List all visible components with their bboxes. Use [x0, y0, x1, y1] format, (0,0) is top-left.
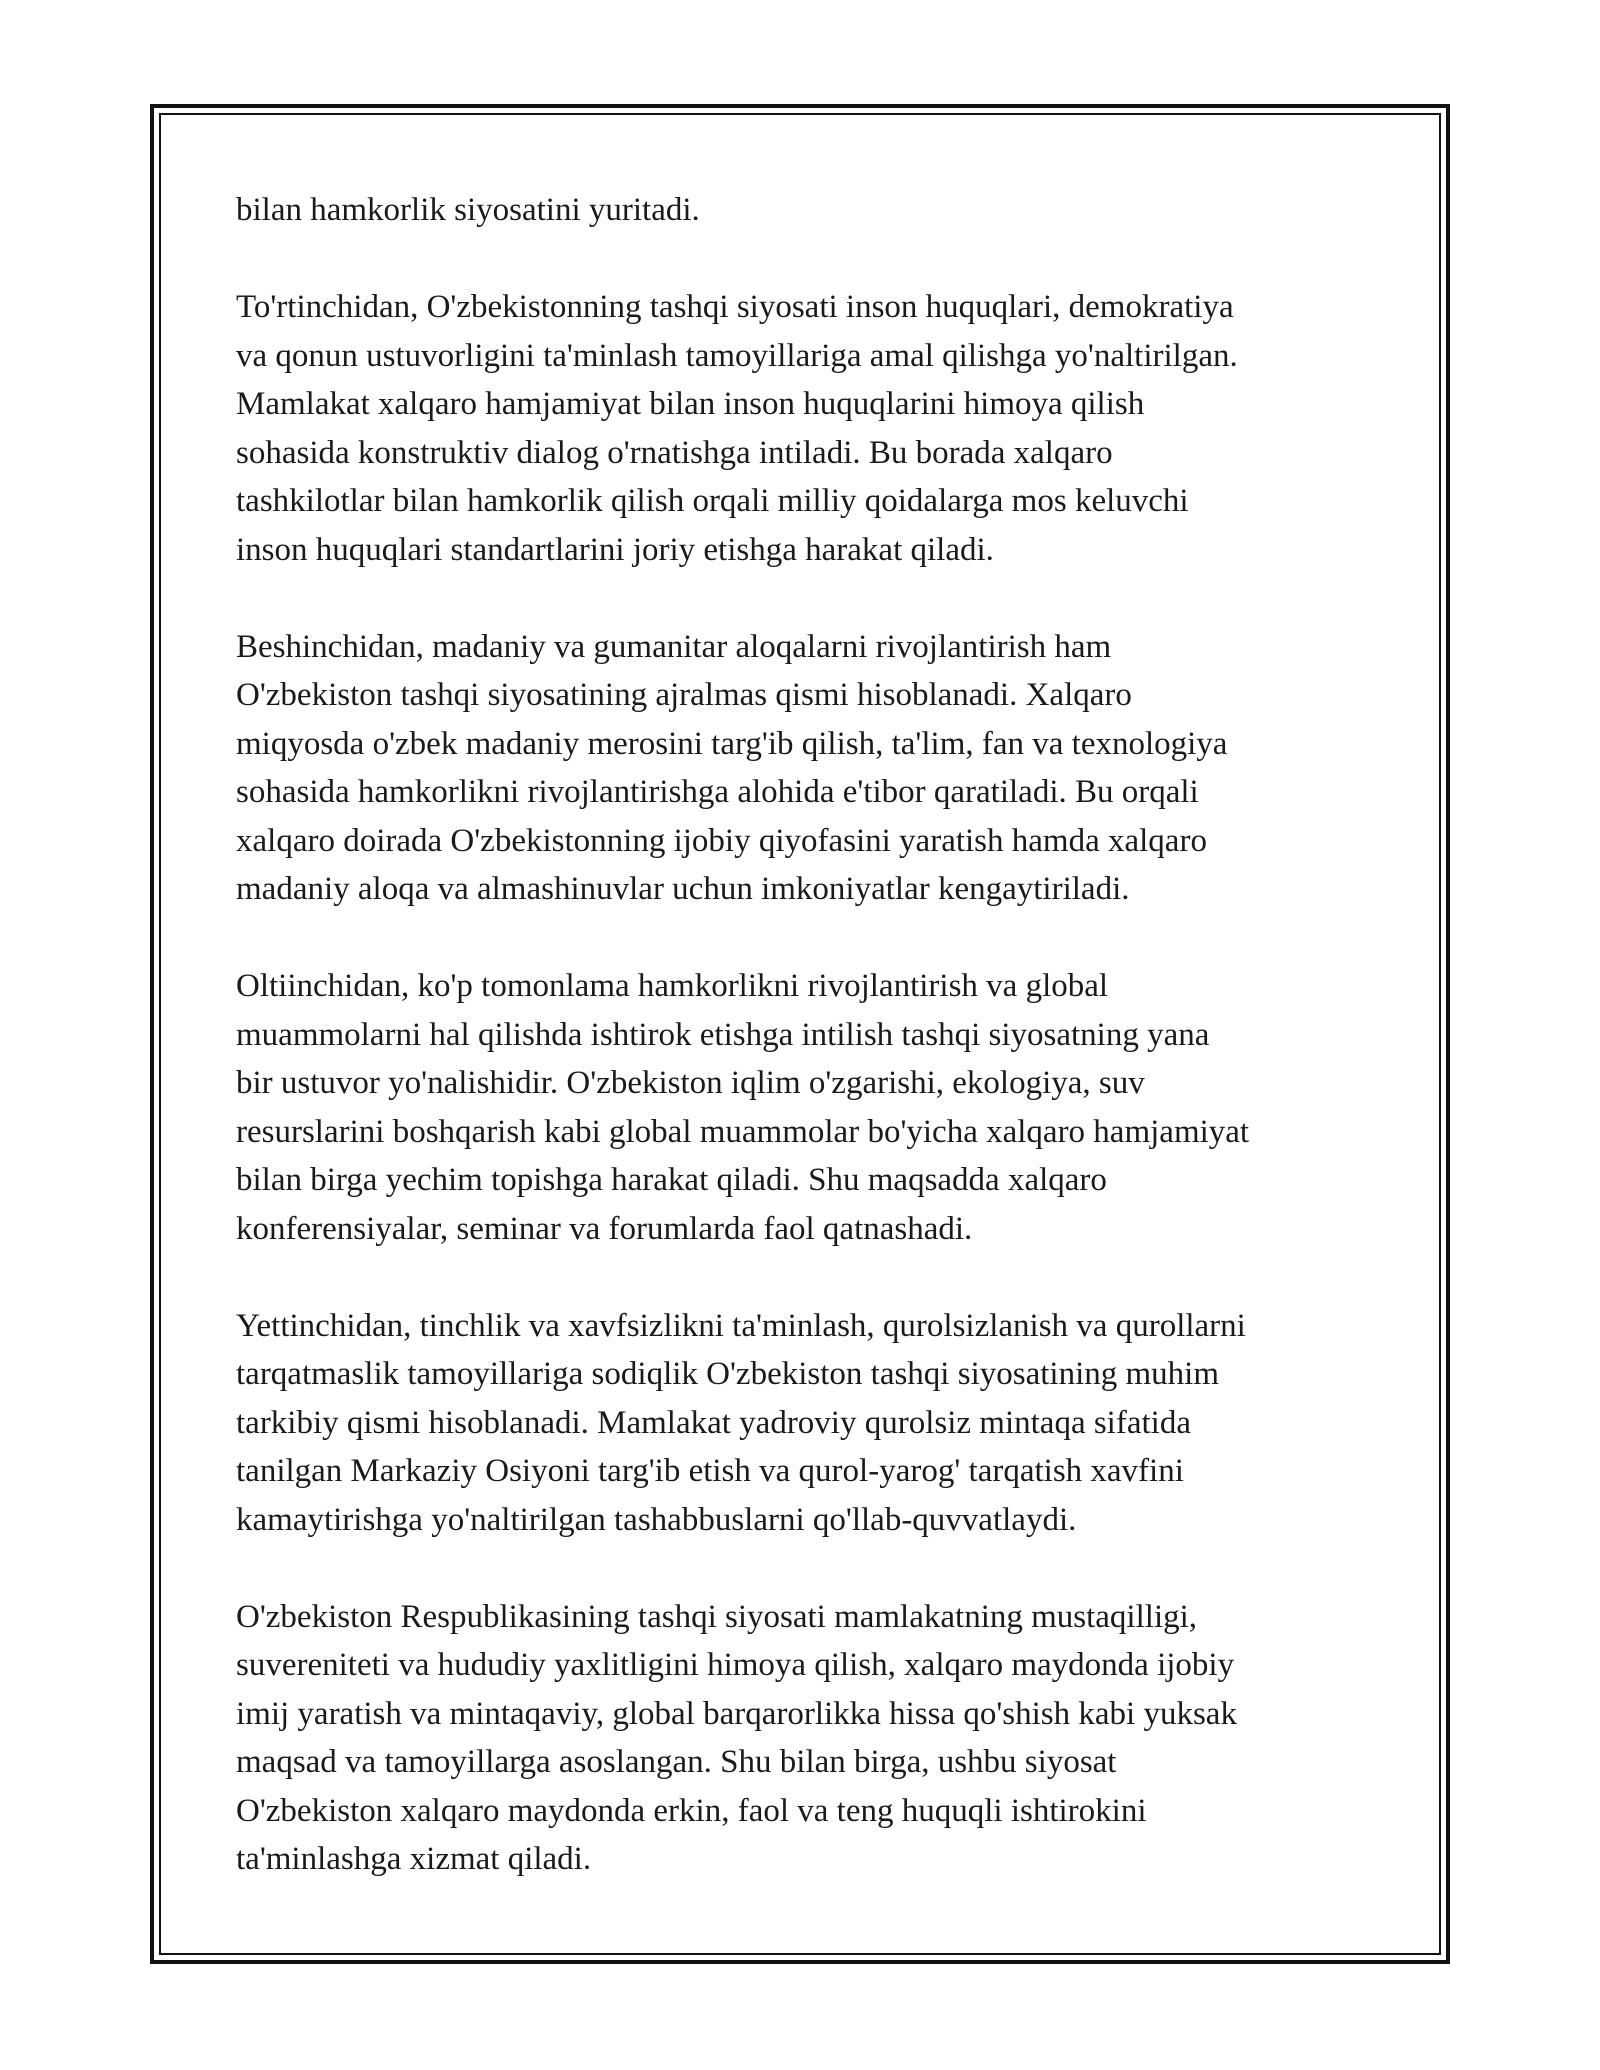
paragraph-sixth-point: Oltiinchidan, ko'p tomonlama hamkorlikni rivojlantirish va global muammolarni hal qilishda ishtirok etishga intilish tashqi siyosatning yana bir ustuvor yo'nalishidir. O'zbekiston iqlim o'zgarishi, ekologiya, suv resurslarini boshqarish kabi global muammolar bo'yicha xalqaro hamjamiyat bilan birga yechim topishga harakat qiladi. Shu maqsadda xalqaro konferensiyalar, seminar va forumlarda faol qatnashadi. — [236, 968, 1250, 1247]
paragraph-fifth-point: Beshinchidan, madaniy va gumanitar aloqalarni rivojlantirish ham O'zbekiston tashqi siyosatining ajralmas qismi hisoblanadi. Xalqaro miqyosda o'zbek madaniy merosini targ'ib qilish, ta'lim, fan va texnologiya sohasida hamkorlikni rivojlantirishga alohida e'tibor qaratiladi. Bu orqali xalqaro doirada O'zbekistonning ijobiy qiyofasini yaratish hamda xalqaro madaniy aloqa va almashinuvlar uchun imkoniyatlar kengaytiriladi. — [236, 628, 1228, 907]
paragraph-fourth-point: To'rtinchidan, O'zbekistonning tashqi siyosati inson huquqlari, demokratiya va qonun ustuvorligini ta'minlash tamoyillariga amal qilishga yo'naltirilgan. Mamlakat xalqaro hamjamiyat bilan inson huquqlarini himoya qilish sohasida konstruktiv dialog o'rnatishga intiladi. Bu borada xalqaro tashkilotlar bilan hamkorlik qilish orqali milliy qoidalarga mos keluvchi inson huquqlari standartlarini joriy etishga harakat qiladi. — [236, 289, 1238, 568]
paragraph-conclusion: O'zbekiston Respublikasining tashqi siyosati mamlakatning mustaqilligi, suvereniteti va hududiy yaxlitligini himoya qilish, xalqaro maydonda ijobiy imij yaratish va mintaqaviy, global barqarorlikka hissa qo'shish kabi yuksak maqsad va tamoyillarga asoslangan. Shu bilan birga, ushbu siyosat O'zbekiston xalqaro maydonda erkin, faol va teng huquqli ishtirokini ta'minlashga xizmat qiladi. — [236, 1598, 1237, 1877]
paragraph-seventh-point: Yettinchidan, tinchlik va xavfsizlikni ta'minlash, qurolsizlanish va qurollarni tarqatmaslik tamoyillariga sodiqlik O'zbekiston tashqi siyosatining muhim tarkibiy qismi hisoblanadi. Mamlakat yadroviy qurolsiz mintaqa sifatida tanilgan Markaziy Osiyoni targ'ib etish va qurol-yarog' tarqatish xavfini kamaytirishga yo'naltirilgan tashabbuslarni qo'llab-quvvatlaydi. — [236, 1307, 1246, 1538]
document-body — [236, 186, 1376, 1884]
paragraph-continuation: bilan hamkorlik siyosatini yuritadi. — [236, 192, 700, 228]
